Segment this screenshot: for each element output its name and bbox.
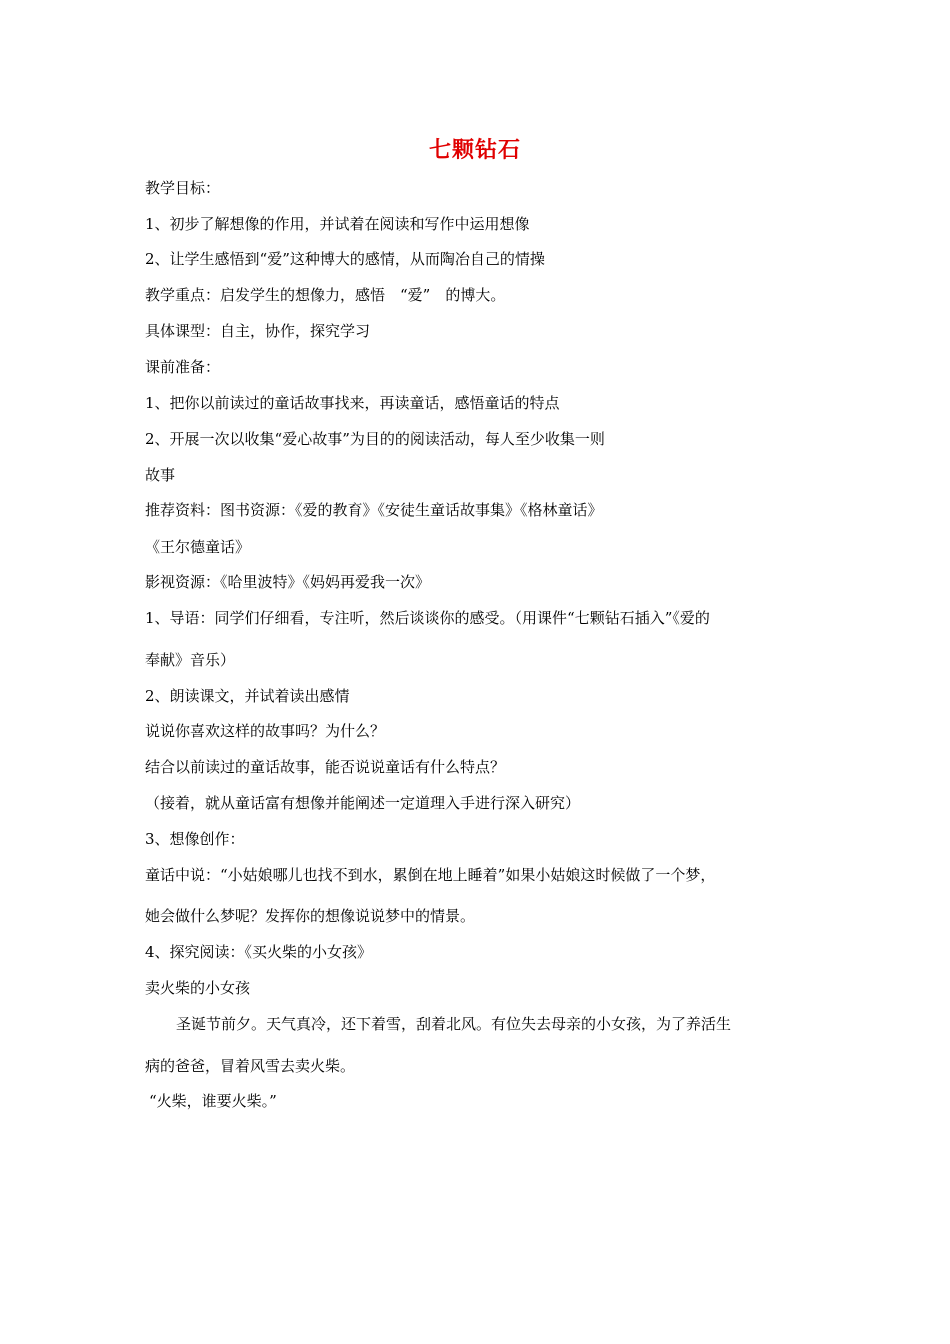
text-line: 推荐资料：图书资源：《爱的教育》《安徒生童话故事集》《格林童话》 — [145, 501, 603, 519]
text-line: 结合以前读过的童话故事，能否说说童话有什么特点？ — [145, 758, 506, 776]
text-line: 故事 — [145, 466, 176, 484]
text-line: 4、探究阅读：《买火柴的小女孩》 — [145, 943, 373, 961]
text-line: 2、让学生感悟到“爱”这种博大的感情，从而陶冶自己的情操 — [145, 250, 545, 268]
text-line: 奉献》音乐） — [145, 651, 236, 669]
text-line: （接着，就从童话富有想像并能阐述一定道理入手进行深入研究） — [145, 794, 581, 812]
text-line: 2、开展一次以收集“爱心故事”为目的的阅读活动，每人至少收集一则 — [145, 430, 605, 448]
text-line: 《王尔德童话》 — [145, 538, 251, 556]
text-line: 教学目标： — [145, 179, 221, 197]
text-line: 2、朗读课文，并试着读出感情 — [145, 687, 350, 705]
text-line: 1、把你以前读过的童话故事找来，再读童话，感悟童话的特点 — [145, 394, 560, 412]
text-line: 她会做什么梦呢？发挥你的想像说说梦中的情景。 — [145, 907, 476, 925]
text-line: 说说你喜欢这样的故事吗？为什么？ — [145, 722, 386, 740]
text-line: 3、想像创作： — [145, 830, 245, 848]
text-line: 圣诞节前夕。天气真冷，还下着雪，刮着北风。有位失去母亲的小女孩，为了养活生 — [176, 1015, 732, 1033]
text-line: “火柴，谁要火柴。” — [149, 1092, 277, 1110]
text-line: 课前准备： — [145, 358, 221, 376]
text-line: 童话中说：“小姑娘哪儿也找不到水，累倒在地上睡着”如果小姑娘这时候做了一个梦， — [145, 866, 716, 884]
text-line: 病的爸爸，冒着风雪去卖火柴。 — [145, 1057, 356, 1075]
text-line: 1、初步了解想像的作用，并试着在阅读和写作中运用想像 — [145, 215, 530, 233]
text-line: 卖火柴的小女孩 — [145, 979, 251, 997]
text-line: 1、导语：同学们仔细看，专注听，然后谈谈你的感受。（用课件“七颗钻石插入”《爱的 — [145, 609, 710, 627]
text-line: 具体课型：自主，协作，探究学习 — [145, 322, 371, 340]
document-title: 七颗钻石 — [428, 137, 521, 163]
text-line: 影视资源：《哈里波特》《妈妈再爱我一次》 — [145, 573, 431, 591]
text-line: 教学重点：启发学生的想像力，感悟 “爱” 的博大。 — [145, 286, 506, 304]
